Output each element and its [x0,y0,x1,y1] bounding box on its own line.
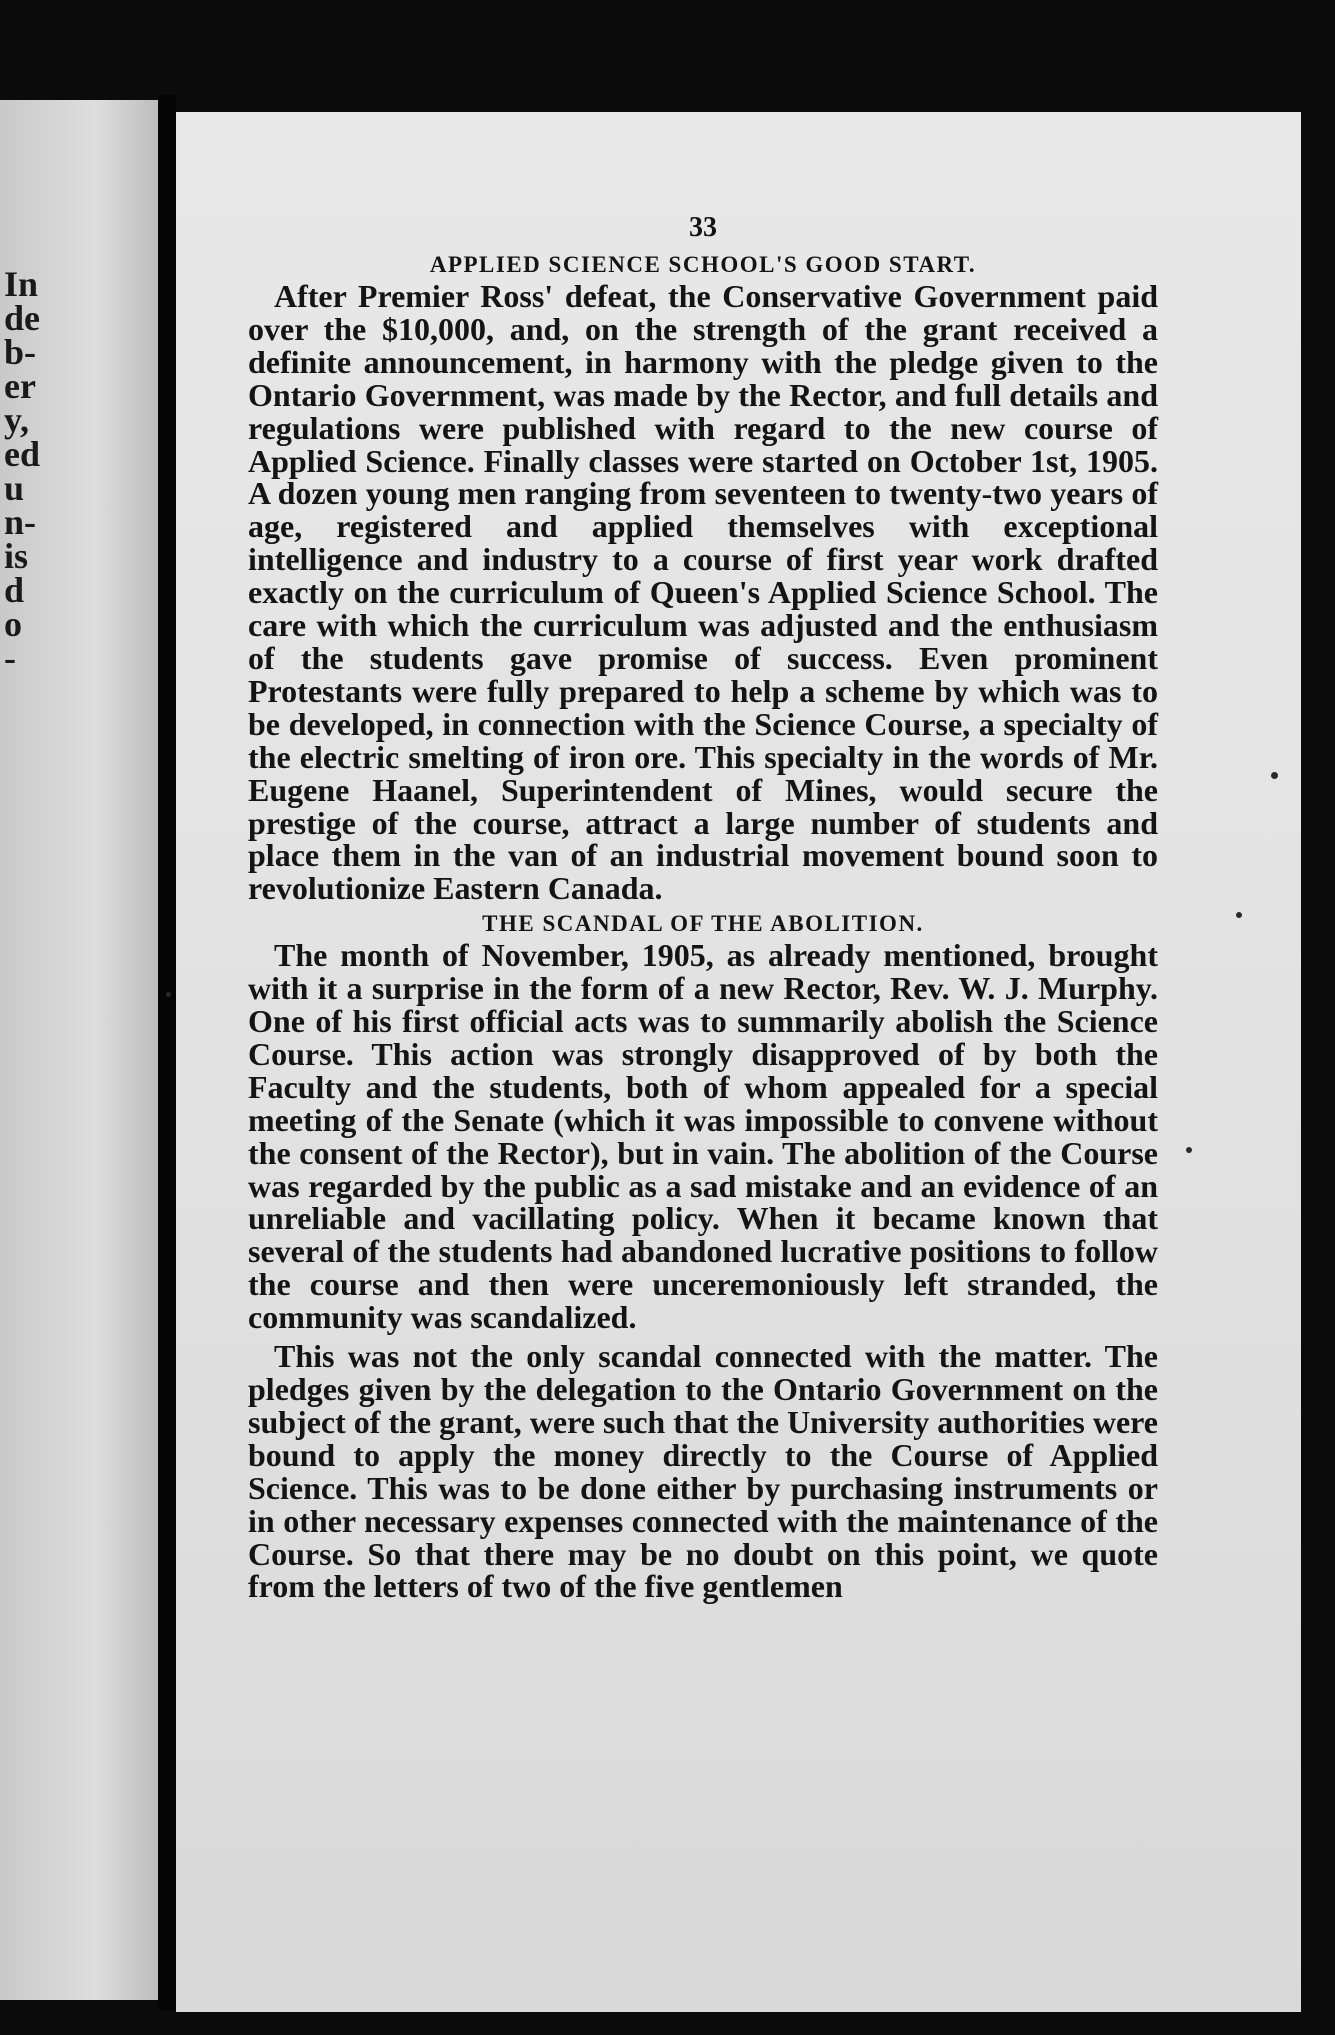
left-page-fragment: - [4,638,16,678]
paper-speck [1271,772,1278,779]
left-page-fragment: is [4,536,29,576]
left-page-fragment: d [4,570,25,610]
book-page [176,112,1301,2012]
left-page-fragment: b- [4,332,37,372]
section-heading: THE SCANDAL OF THE ABOLITION. [482,911,924,937]
section-heading: APPLIED SCIENCE SCHOOL'S GOOD START. [429,252,977,277]
body-paragraph: This was not the only scandal connected with the matter. The pledges given by the delegation to the Ontario Government on the subject of the grant, were such that the University authorities were bound to apply the money directly to the Course of Applied Science. This was to be done either by purchasing instruments or in other necessary expenses connected with the maintenance of the Course. So that there may be no doubt on this point, we quote from the letters of two of the five gentlemen [248,1338,1158,1605]
book-gutter [158,95,176,2010]
left-page-fragment: o [4,604,22,644]
left-page-fragment: u [4,468,25,508]
left-page-fragment: ed [4,434,40,474]
left-page-fragment: n- [4,502,37,542]
paper-speck [1236,912,1242,918]
paper-speck [1186,1147,1192,1153]
left-page-fragment: de [4,298,40,338]
left-page-fragment: y, [4,400,30,440]
body-paragraph: After Premier Ross' defeat, the Conservative Government paid over the $10,000, and, on the strength of the grant received a definite announcement, in harmony with the pledge given to the Ontario Government, was made by the Rector, and full details and regulations were published with regard to the new course of Applied Science. Finally classes were started on October 1st, 1905. A dozen young men ranging from seventeen to twenty-two years of age, registered and applied themselves with exceptional intelligence and industry to a course of first year work drafted exactly on the curriculum of Queen's Applied Science School. The care with which the curriculum was adjusted and the enthusiasm of the students gave promise of success. Even prominent Protestants were fully prepared to help a scheme by which was to be developed, in connection with the Science Course, a specialty of the electric smelting of iron ore. This specialty in the words of Mr. Eugene Haanel, Superintendent of Mines, would secure the prestige of the course, attract a large number of students and place them in the van of an industrial movement bound soon to revolutionize Eastern Canada. [248,278,1158,907]
facing-page [0,100,158,2000]
section-scandal [248,911,1158,1603]
section-applied-science [248,252,1158,905]
paper-speck [166,992,171,997]
body-paragraph: The month of November, 1905, as already mentioned, brought with it a surprise in the form of a new Rector, Rev. W. J. Murphy. One of his first official acts was to summarily abolish the Science Course. This action was strongly disapproved of by both the Faculty and the students, both of whom appealed for a special meeting of the Senate (which it was impossible to convene without the consent of the Rector), but in vain. The abolition of the Course was regarded by the public as a sad mistake and an evidence of an unreliable and vacillating policy. When it became known that several of the students had abandoned lucrative positions to follow the course and then were unceremoniously left stranded, the community was scandalized. [248,937,1158,1336]
page-number: 33 [689,212,717,243]
left-page-fragment: er [4,366,36,406]
page-content [248,212,1158,1609]
left-page-fragment: In [4,264,39,304]
